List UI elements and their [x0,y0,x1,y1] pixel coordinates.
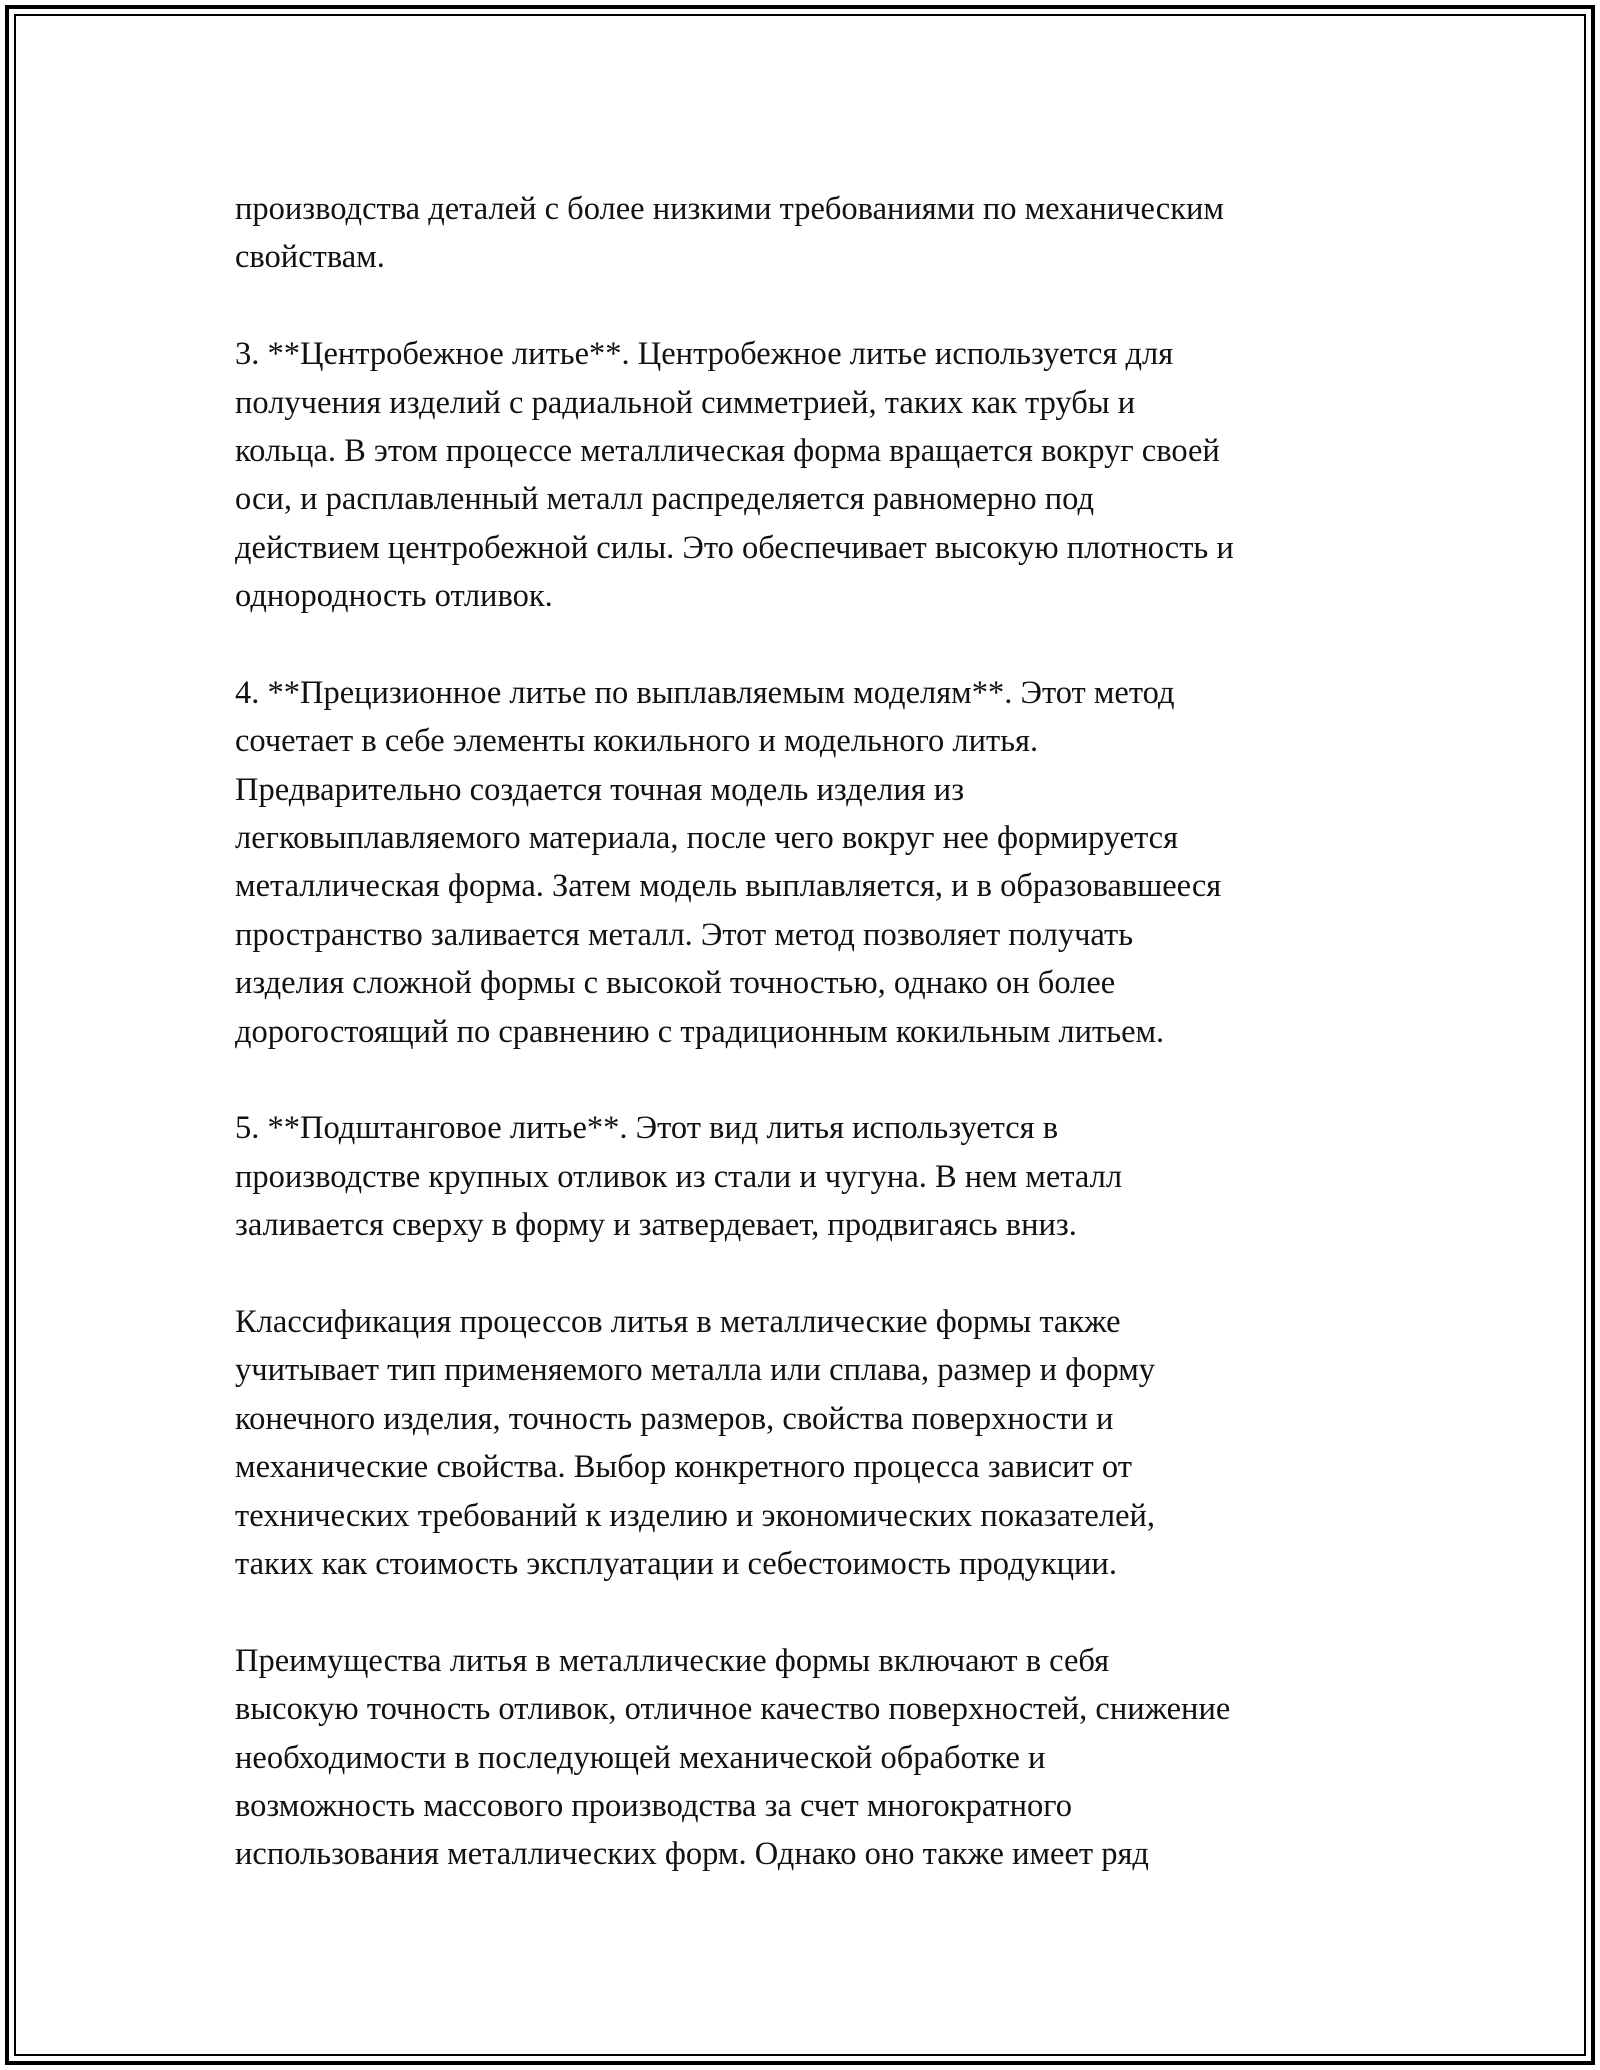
text-line: возможность массового производства за счет многократного [235,1787,1073,1824]
text-line: Предварительно создается точная модель изделия из [235,771,965,808]
text-line: металлическая форма. Затем модель выплавляется, и в образовавшееся [235,868,1222,905]
paragraph-gap [235,1588,1395,1636]
text-line: технических требований к изделию и экономических показателей, [235,1497,1156,1534]
paragraph-gap [235,282,1395,330]
text-line: производстве крупных отливок из стали и чугуна. В нем металл [235,1158,1123,1195]
text-line: производства деталей с более низкими требованиями по механическим [235,191,1224,227]
paragraph-top-pour-casting [235,1104,1395,1249]
paragraph-continuation [235,185,1395,282]
paragraph-investment-casting [235,669,1395,1056]
document-body [235,185,1395,1879]
paragraph-advantages [235,1637,1395,1879]
paragraph-gap [235,621,1395,669]
text-line: легковыплавляемого материала, после чего вокруг нее формируется [235,820,1179,857]
text-line: кольца. В этом процессе металлическая форма вращается вокруг своей [235,432,1220,469]
text-line: пространство заливается металл. Этот метод позволяет получать [235,916,1134,953]
text-line: Классификация процессов литья в металлические формы также [235,1303,1121,1340]
text-line: механические свойства. Выбор конкретного процесса зависит от [235,1449,1132,1486]
text-line: необходимости в последующей механической обработке и [235,1739,1046,1776]
text-line: изделия сложной формы с высокой точностью, однако он более [235,965,1116,1002]
text-line: 4. **Прецизионное литье по выплавляемым моделям**. Этот метод [235,674,1175,711]
paragraph-classification [235,1298,1395,1588]
text-line: свойствам. [235,239,385,276]
text-line: оси, и расплавленный металл распределяется равномерно под [235,481,1095,518]
text-line: конечного изделия, точность размеров, свойства поверхности и [235,1400,1114,1437]
text-line: сочетает в себе элементы кокильного и модельного литья. [235,723,1039,760]
text-line: дорогостоящий по сравнению с традиционным кокильным литьем. [235,1013,1165,1050]
text-line: 3. **Центробежное литье**. Центробежное литье используется для [235,336,1174,373]
paragraph-gap [235,1056,1395,1104]
text-line: высокую точность отливок, отличное качество поверхностей, снижение [235,1691,1231,1728]
text-line: использования металлических форм. Однако оно также имеет ряд [235,1836,1149,1873]
text-line: получения изделий с радиальной симметрией, таких как трубы и [235,384,1136,421]
paragraph-gap [235,1250,1395,1298]
text-line: учитывает тип применяемого металла или сплава, размер и форму [235,1352,1156,1389]
text-line: Преимущества литья в металлические формы включают в себя [235,1642,1110,1679]
text-line: 5. **Подштанговое литье**. Этот вид литья используется в [235,1110,1059,1147]
paragraph-centrifugal-casting [235,330,1395,620]
text-line: заливается сверху в форму и затвердевает, продвигаясь вниз. [235,1207,1077,1244]
text-line: однородность отливок. [235,578,553,615]
text-line: таких как стоимость эксплуатации и себестоимость продукции. [235,1545,1117,1582]
text-line: действием центробежной силы. Это обеспечивает высокую плотность и [235,529,1234,566]
